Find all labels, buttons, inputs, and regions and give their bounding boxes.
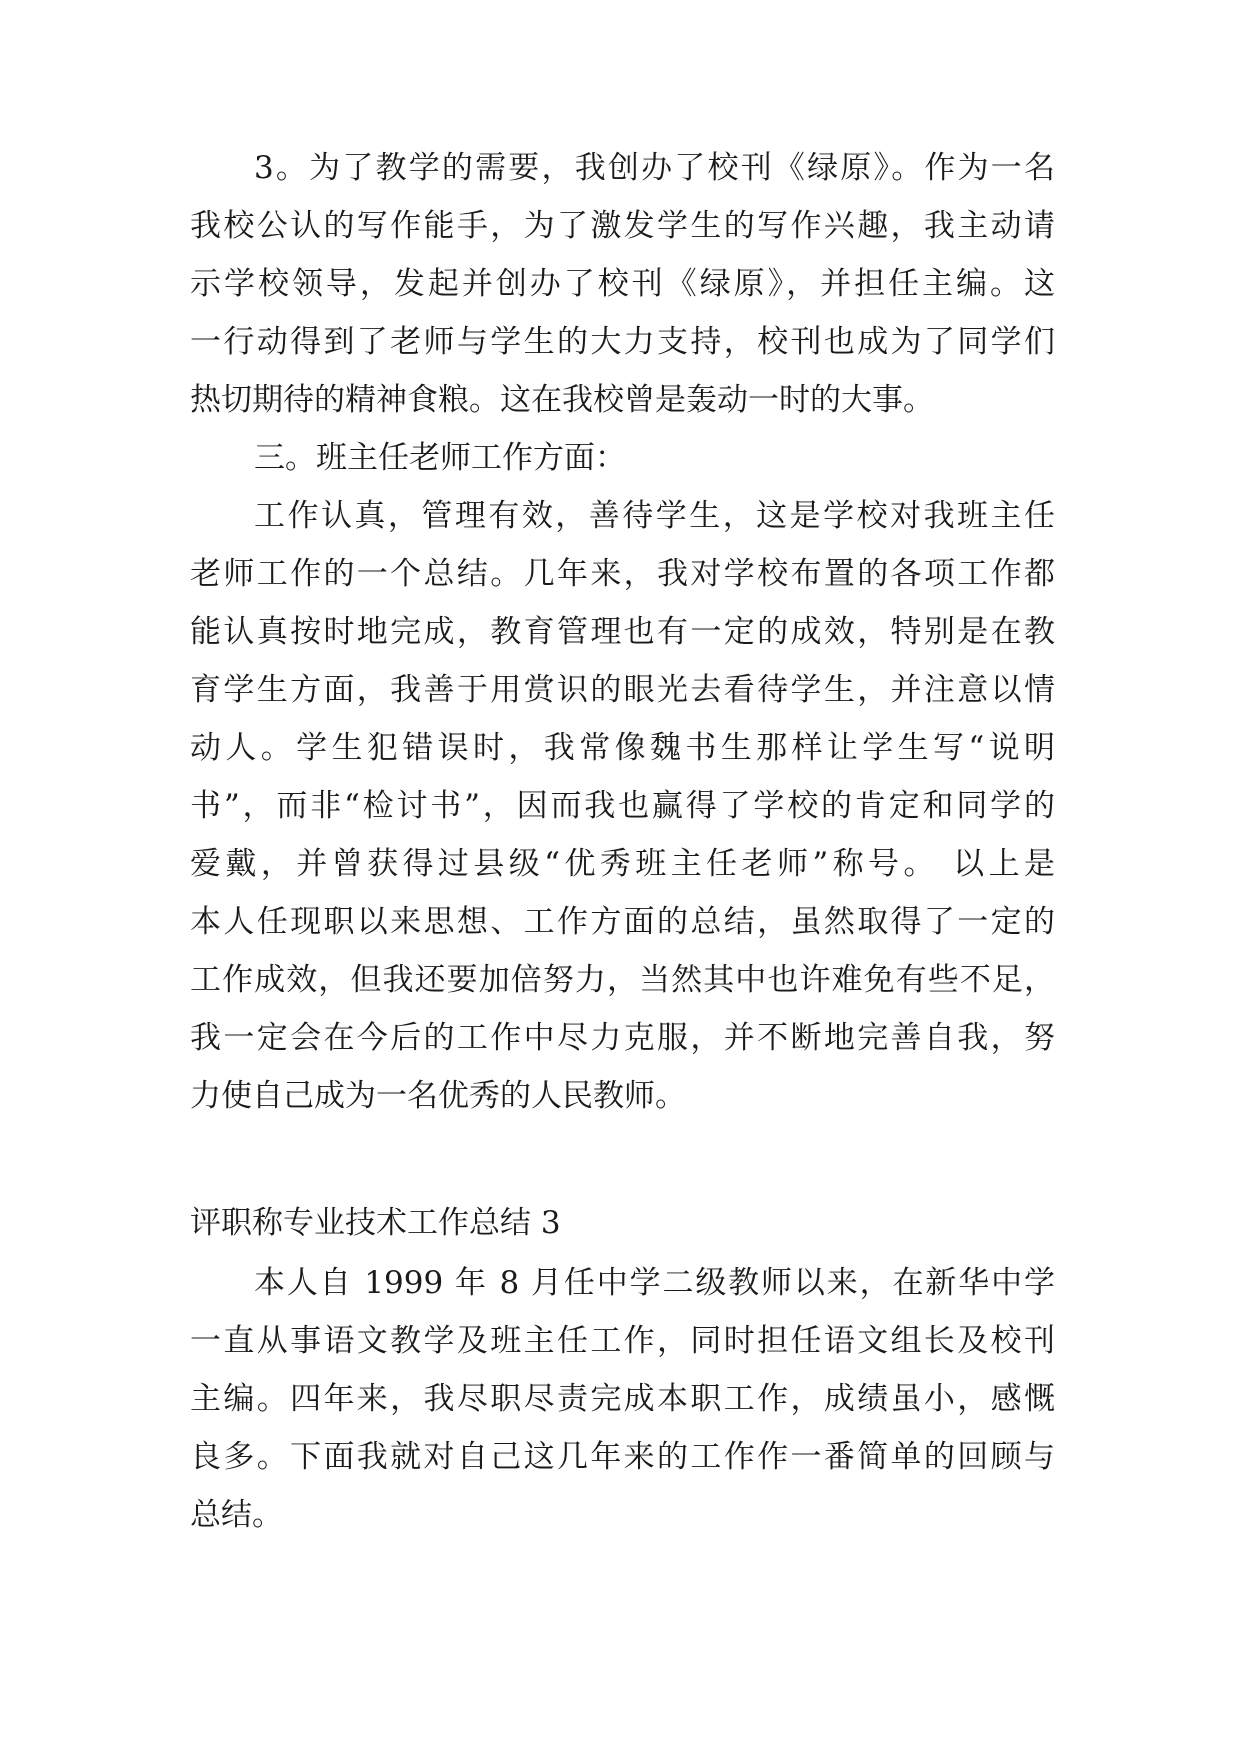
document-title: 评职称专业技术工作总结 3: [190, 1205, 561, 1241]
paragraph-line: 力使自己成为一名优秀的人民教师。: [190, 1078, 686, 1114]
paragraph-line: 能认真按时地完成，教育管理也有一定的成效，特别是在教: [190, 614, 1055, 650]
paragraph-line: 动人。学生犯错误时，我常像魏书生那样让学生写“说明: [190, 730, 1055, 766]
paragraph-line: 本人自 1999 年 8 月任中学二级教师以来，在新华中学: [254, 1265, 1055, 1301]
paragraph-line: 爱戴，并曾获得过县级“优秀班主任老师”称号。 以上是: [190, 846, 1055, 882]
paragraph-line: 老师工作的一个总结。几年来，我对学校布置的各项工作都: [190, 556, 1055, 592]
paragraph-line: 工作成效，但我还要加倍努力，当然其中也许难免有些不足，: [190, 962, 1055, 998]
paragraph-line: 总结。: [190, 1497, 283, 1533]
paragraph-line: 我一定会在今后的工作中尽力克服，并不断地完善自我，努: [190, 1020, 1055, 1056]
paragraph-line: 3。为了教学的需要，我创办了校刊《绿原》。作为一名: [254, 150, 1055, 186]
paragraph-line: 书”，而非“检讨书”，因而我也赢得了学校的肯定和同学的: [190, 788, 1055, 824]
paragraph-line: 工作认真，管理有效，善待学生，这是学校对我班主任: [254, 498, 1055, 534]
paragraph-line: 一行动得到了老师与学生的大力支持，校刊也成为了同学们: [190, 324, 1055, 360]
paragraph-line: 育学生方面，我善于用赏识的眼光去看待学生，并注意以情: [190, 672, 1055, 708]
paragraph-line: 主编。四年来，我尽职尽责完成本职工作，成绩虽小，感慨: [190, 1381, 1055, 1417]
paragraph-line: 良多。下面我就对自己这几年来的工作作一番简单的回顾与: [190, 1439, 1055, 1475]
section-heading: 三。班主任老师工作方面：: [254, 440, 626, 476]
paragraph-line: 本人任现职以来思想、工作方面的总结，虽然取得了一定的: [190, 904, 1055, 940]
paragraph-line: 热切期待的精神食粮。这在我校曾是轰动一时的大事。: [190, 382, 934, 418]
paragraph-line: 我校公认的写作能手，为了激发学生的写作兴趣，我主动请: [190, 208, 1055, 244]
paragraph-line: 示学校领导，发起并创办了校刊《绿原》，并担任主编。这: [190, 266, 1055, 302]
paragraph-line: 一直从事语文教学及班主任工作，同时担任语文组长及校刊: [190, 1323, 1055, 1359]
